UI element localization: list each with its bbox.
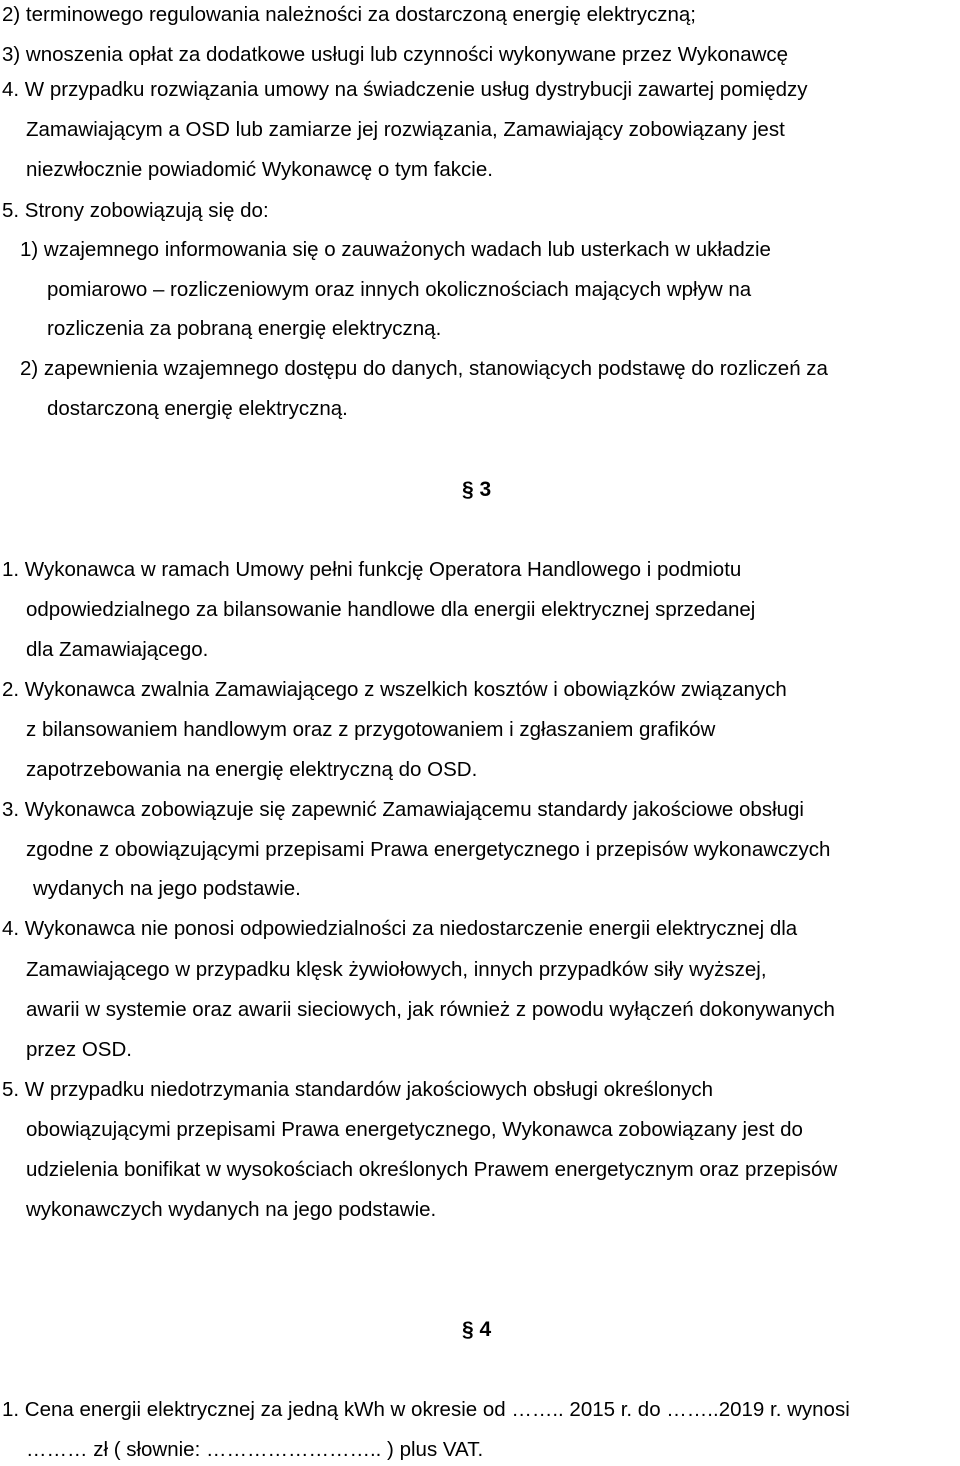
text-line: wydanych na jego podstawie. xyxy=(33,877,301,900)
text-line: Zamawiającego w przypadku klęsk żywiołowych, innych przypadków siły wyższej, xyxy=(26,958,767,981)
text-line: 3. Wykonawca zobowiązuje się zapewnić Zamawiającemu standardy jakościowe obsługi xyxy=(2,798,804,821)
text-line: awarii w systemie oraz awarii sieciowych, jak również z powodu wyłączeń dokonywanych xyxy=(26,998,835,1021)
text-line: z bilansowaniem handlowym oraz z przygotowaniem i zgłaszaniem grafików xyxy=(26,718,716,741)
text-line: ……… zł ( słownie: …………………….. ) plus VAT. xyxy=(26,1438,484,1461)
text-line: przez OSD. xyxy=(26,1038,132,1061)
section-heading: § 4 xyxy=(462,1318,492,1341)
text-line: Zamawiającym a OSD lub zamiarze jej rozwiązania, Zamawiający zobowiązany jest xyxy=(26,118,785,141)
text-line: zgodne z obowiązującymi przepisami Prawa energetycznego i przepisów wykonawczych xyxy=(26,838,831,861)
text-line: 1. Wykonawca w ramach Umowy pełni funkcję Operatora Handlowego i podmiotu xyxy=(2,558,742,581)
text-line: zapotrzebowania na energię elektryczną do OSD. xyxy=(26,758,478,781)
text-line: wykonawczych wydanych na jego podstawie. xyxy=(26,1198,437,1221)
text-line: udzielenia bonifikat w wysokościach określonych Prawem energetycznym oraz przepisów xyxy=(26,1158,838,1181)
text-line: pomiarowo – rozliczeniowym oraz innych okolicznościach mających wpływ na xyxy=(47,278,752,301)
text-line: 5. Strony zobowiązują się do: xyxy=(2,199,269,222)
text-line: 1) wzajemnego informowania się o zauważonych wadach lub usterkach w układzie xyxy=(20,238,771,261)
text-line: odpowiedzialnego za bilansowanie handlowe dla energii elektrycznej sprzedanej xyxy=(26,598,756,621)
text-line: niezwłocznie powiadomić Wykonawcę o tym fakcie. xyxy=(26,158,493,181)
text-line: 2. Wykonawca zwalnia Zamawiającego z wszelkich kosztów i obowiązków związanych xyxy=(2,678,787,701)
text-line: 5. W przypadku niedotrzymania standardów jakościowych obsługi określonych xyxy=(2,1078,714,1101)
text-line: 1. Cena energii elektrycznej za jedną kWh w okresie od …….. 2015 r. do ……..2019 r. wynosi xyxy=(2,1398,850,1421)
text-line: dostarczoną energię elektryczną. xyxy=(47,397,348,420)
section-heading: § 3 xyxy=(462,478,492,501)
text-line: 4. Wykonawca nie ponosi odpowiedzialności za niedostarczenie energii elektrycznej dla xyxy=(2,917,798,940)
text-line: rozliczenia za pobraną energię elektryczną. xyxy=(47,317,442,340)
text-line: dla Zamawiającego. xyxy=(26,638,209,661)
text-line: 2) zapewnienia wzajemnego dostępu do danych, stanowiących podstawę do rozliczeń za xyxy=(20,357,828,380)
text-line: 3) wnoszenia opłat za dodatkowe usługi lub czynności wykonywane przez Wykonawcę xyxy=(2,43,789,66)
text-line: 4. W przypadku rozwiązania umowy na świadczenie usług dystrybucji zawartej pomiędzy xyxy=(2,78,808,101)
text-line: 2) terminowego regulowania należności za dostarczoną energię elektryczną; xyxy=(2,3,696,26)
text-line: obowiązującymi przepisami Prawa energetycznego, Wykonawca zobowiązany jest do xyxy=(26,1118,803,1141)
